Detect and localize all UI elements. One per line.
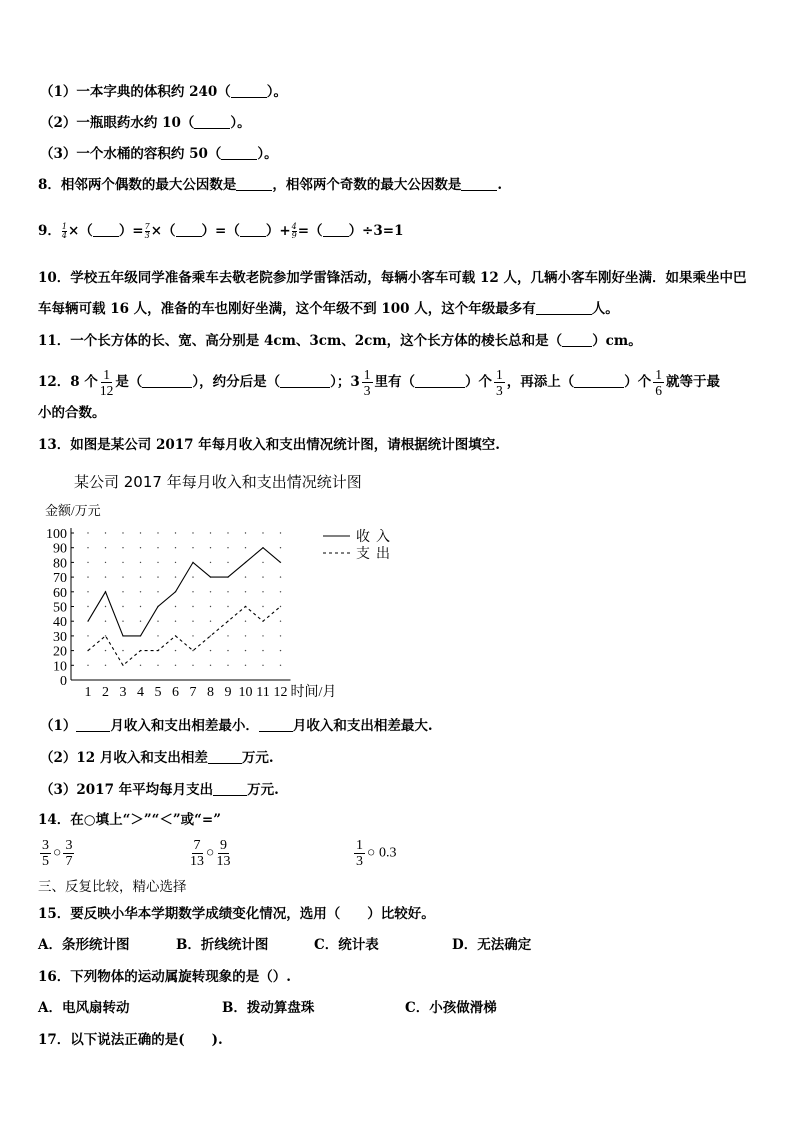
question-13-1: （1） 月收入和支出相差最小． 月收入和支出相差最大. <box>40 718 433 734</box>
fraction: $\frac{9}{13}$ <box>216 838 231 869</box>
item-2: （2）一瓶眼药水约 10（ ）。 <box>40 115 251 131</box>
grid-dot <box>227 591 228 592</box>
grid-dot <box>280 621 281 622</box>
y-tick-label: 20 <box>53 644 67 660</box>
question-9: 9． $\frac{1}{4}$ ×（ ）= $\frac{7}{3}$ ×（ ）=（ ）+ $\frac{4}{9}$ =（ ）÷3=1 <box>38 222 404 240</box>
x-tick-label: 4 <box>137 685 144 700</box>
grid-dot <box>140 621 141 622</box>
grid-dot <box>192 576 193 577</box>
grid-dot <box>192 606 193 607</box>
y-tick-label: 10 <box>53 659 67 675</box>
grid-dot <box>262 576 263 577</box>
grid-dot <box>87 576 88 577</box>
grid-dot <box>175 606 176 607</box>
x-tick-label: 2 <box>102 685 109 700</box>
grid-dot <box>122 606 123 607</box>
grid-dot <box>105 562 106 563</box>
question-17: 17．以下说法正确的是( ). <box>38 1032 223 1048</box>
grid-dot <box>245 665 246 666</box>
grid-dot <box>210 650 211 651</box>
item-1: （1）一本字典的体积约 240（ ）。 <box>40 84 288 100</box>
grid-dot <box>192 650 193 651</box>
grid-dot <box>157 621 158 622</box>
grid-dot <box>122 532 123 533</box>
grid-dot <box>210 606 211 607</box>
x-tick-label: 3 <box>119 685 127 700</box>
grid-dot <box>175 576 176 577</box>
fraction: $\frac{1}{4}$ <box>61 222 67 240</box>
grid-dot <box>140 606 141 607</box>
answer-blank[interactable] <box>536 301 592 315</box>
question-12-line-2: 小的合数。 <box>38 405 106 421</box>
fraction: $\frac{3}{5}$ <box>42 838 49 869</box>
answer-blank[interactable] <box>194 115 230 129</box>
grid-dot <box>245 591 246 592</box>
compare-a <box>38 838 76 869</box>
option-16-a[interactable]: A．电风扇转动 <box>38 1000 130 1016</box>
answer-blank[interactable] <box>240 223 266 237</box>
question-13-2: （2）12 月收入和支出相差 万元. <box>40 750 274 766</box>
grid-dot <box>192 621 193 622</box>
grid-dot <box>262 591 263 592</box>
grid-dot <box>280 635 281 636</box>
y-tick-label: 40 <box>53 615 67 631</box>
y-tick-label: 50 <box>53 600 67 616</box>
y-tick-label: 60 <box>53 585 67 601</box>
grid-dot <box>140 532 141 533</box>
answer-blank[interactable] <box>208 750 242 764</box>
x-tick-label: 12 <box>273 685 288 700</box>
option-15-a[interactable]: A．条形统计图 <box>38 937 130 953</box>
option-15-d[interactable]: D．无法确定 <box>452 937 532 953</box>
grid-dot <box>140 576 141 577</box>
grid-dot <box>227 606 228 607</box>
chart-title: 某公司 2017 年每月收入和支出情况统计图 <box>74 473 362 491</box>
grid-dot <box>87 635 88 636</box>
option-15-c[interactable]: C．统计表 <box>314 937 379 953</box>
x-tick-label: 8 <box>207 685 214 700</box>
answer-blank[interactable] <box>574 374 624 388</box>
answer-blank[interactable] <box>562 333 592 347</box>
grid-dot <box>140 562 141 563</box>
grid-dot <box>122 576 123 577</box>
answer-blank[interactable] <box>259 718 293 732</box>
x-tick-label: 1 <box>84 685 92 700</box>
fraction: $\frac{1}{6}$ <box>655 367 663 398</box>
grid-dot <box>245 650 246 651</box>
compare-c <box>352 838 396 869</box>
grid-dot <box>157 591 158 592</box>
y-tick-label: 80 <box>53 556 67 572</box>
answer-blank[interactable] <box>142 374 192 388</box>
question-15: 15．要反映小华本学期数学成绩变化情况，选用（ ）比较好。 <box>38 906 435 922</box>
question-10-line-1: 10．学校五年级同学准备乘车去敬老院参加学雷锋活动，每辆小客车可载 12 人，几辆小客车刚好坐满．如果乘坐中巴 <box>38 270 747 286</box>
option-16-b[interactable]: B．拨动算盘珠 <box>222 1000 315 1016</box>
grid-dot <box>105 635 106 636</box>
grid-dot <box>122 650 123 651</box>
grid-dot <box>227 532 228 533</box>
grid-dot <box>175 562 176 563</box>
x-tick-label: 6 <box>172 685 179 700</box>
grid-dot <box>280 532 281 533</box>
legend-label: 支出 <box>356 547 396 562</box>
grid-dot <box>210 547 211 548</box>
series-line-income <box>88 548 281 636</box>
question-8: 8．相邻两个偶数的最大公因数是 ，相邻两个奇数的最大公因数是 . <box>38 177 503 193</box>
grid-dot <box>122 562 123 563</box>
y-tick-label: 30 <box>53 629 67 645</box>
grid-dot <box>140 591 141 592</box>
answer-blank[interactable] <box>213 782 247 796</box>
y-axis-label: 金额/万元 <box>45 503 101 518</box>
grid-dot <box>140 665 141 666</box>
question-13-3: （3）2017 年平均每月支出 万元. <box>40 782 279 798</box>
answer-blank[interactable] <box>323 223 349 237</box>
compare-circle[interactable]: ○ 0.3 <box>367 845 397 861</box>
grid-dot <box>280 650 281 651</box>
compare-circle[interactable]: ○ <box>206 845 215 861</box>
fraction: $\frac{3}{7}$ <box>65 838 73 869</box>
grid-dot <box>122 591 123 592</box>
option-15-b[interactable]: B．折线统计图 <box>176 937 269 953</box>
grid-dot <box>227 562 228 563</box>
grid-dot <box>175 650 176 651</box>
answer-blank[interactable] <box>280 374 330 388</box>
answer-blank[interactable] <box>76 718 110 732</box>
legend-label: 收入 <box>356 530 396 545</box>
grid-dot <box>175 665 176 666</box>
grid-dot <box>245 621 246 622</box>
grid-dot <box>122 547 123 548</box>
grid-dot <box>122 621 123 622</box>
x-tick-label: 9 <box>224 685 232 700</box>
grid-dot <box>192 591 193 592</box>
compare-b <box>188 838 232 869</box>
fraction: $\frac{1}{3}$ <box>356 838 363 869</box>
grid-dot <box>105 621 106 622</box>
grid-dot <box>210 591 211 592</box>
grid-dot <box>280 591 281 592</box>
grid-dot <box>227 665 228 666</box>
y-tick-label: 0 <box>60 674 67 689</box>
grid-dot <box>157 576 158 577</box>
grid-dot <box>245 635 246 636</box>
grid-dot <box>105 532 106 533</box>
fraction: $\frac{4}{9}$ <box>291 222 297 240</box>
grid-dot <box>157 562 158 563</box>
grid-dot <box>87 606 88 607</box>
grid-dot <box>157 547 158 548</box>
grid-dot <box>262 532 263 533</box>
answer-blank[interactable] <box>231 84 267 98</box>
series-line-expense <box>88 607 281 666</box>
grid-dot <box>262 562 263 563</box>
grid-dot <box>210 665 211 666</box>
y-tick-label: 90 <box>53 541 67 557</box>
grid-dot <box>262 650 263 651</box>
grid-dot <box>227 547 228 548</box>
x-axis-label: 时间/月 <box>290 685 337 700</box>
grid-dot <box>280 576 281 577</box>
answer-blank[interactable] <box>176 223 202 237</box>
grid-dot <box>210 635 211 636</box>
question-16: 16．下列物体的运动属旋转现象的是（）. <box>38 969 291 985</box>
y-tick-label: 70 <box>53 571 67 587</box>
answer-blank[interactable] <box>461 177 497 191</box>
grid-dot <box>245 547 246 548</box>
grid-dot <box>157 532 158 533</box>
grid-dot <box>280 547 281 548</box>
grid-dot <box>87 547 88 548</box>
compare-circle[interactable]: ○ <box>53 845 62 861</box>
grid-dot <box>210 532 211 533</box>
grid-dot <box>192 665 193 666</box>
x-tick-label: 10 <box>238 685 253 700</box>
grid-dot <box>87 532 88 533</box>
x-tick-label: 5 <box>154 685 162 700</box>
grid-dot <box>262 665 263 666</box>
grid-dot <box>280 606 281 607</box>
answer-blank[interactable] <box>93 223 119 237</box>
grid-dot <box>192 547 193 548</box>
grid-dot <box>157 635 158 636</box>
grid-dot <box>105 650 106 651</box>
grid-dot <box>227 650 228 651</box>
grid-dot <box>105 547 106 548</box>
grid-dot <box>105 665 106 666</box>
x-tick-label: 11 <box>256 685 270 700</box>
question-14: 14．在○填上“＞”“＜”或“=” <box>38 812 221 828</box>
question-12: 12．8 个 $\frac{1}{12}$ 是（ ），约分后是（ ）；3 $\frac{1}{3}$ 里有（ ）个 $\frac{1}{3}$ ，再添上（ ）个 $\frac{1}{6}$ 就等于最 <box>38 367 721 398</box>
fraction: $\frac{1}{3}$ <box>363 367 371 398</box>
grid-dot <box>87 591 88 592</box>
grid-dot <box>262 606 263 607</box>
answer-blank[interactable] <box>415 374 465 388</box>
item-3: （3）一个水桶的容积约 50（ ）。 <box>40 146 278 162</box>
question-10-line-2: 车每辆可载 16 人，准备的车也刚好坐满，这个年级不到 100 人，这个年级最多有 人。 <box>38 301 619 317</box>
answer-blank[interactable] <box>236 177 272 191</box>
section-3-heading: 三、反复比较，精心选择 <box>38 879 187 895</box>
grid-dot <box>192 532 193 533</box>
fraction: $\frac{7}{3}$ <box>144 222 150 240</box>
option-16-c[interactable]: C．小孩做滑梯 <box>405 1000 497 1016</box>
grid-dot <box>210 562 211 563</box>
grid-dot <box>105 576 106 577</box>
grid-dot <box>175 621 176 622</box>
grid-dot <box>157 665 158 666</box>
fraction: $\frac{1}{3}$ <box>496 367 503 398</box>
grid-dot <box>175 547 176 548</box>
question-13: 13．如图是某公司 2017 年每月收入和支出情况统计图，请根据统计图填空. <box>38 437 500 453</box>
fraction: $\frac{1}{12}$ <box>99 367 114 398</box>
grid-dot <box>140 547 141 548</box>
fraction: $\frac{7}{13}$ <box>190 838 204 869</box>
grid-dot <box>262 635 263 636</box>
grid-dot <box>245 576 246 577</box>
grid-dot <box>280 665 281 666</box>
line-chart <box>40 495 400 705</box>
grid-dot <box>245 532 246 533</box>
grid-dot <box>105 606 106 607</box>
question-11: 11．一个长方体的长、宽、高分别是 4cm、3cm、2cm，这个长方体的棱长总和是（ ）cm。 <box>38 333 642 349</box>
grid-dot <box>192 635 193 636</box>
y-tick-label: 100 <box>46 527 67 542</box>
grid-dot <box>175 532 176 533</box>
answer-blank[interactable] <box>221 146 257 160</box>
grid-dot <box>87 665 88 666</box>
grid-dot <box>87 562 88 563</box>
grid-dot <box>210 621 211 622</box>
x-tick-label: 7 <box>189 685 197 700</box>
grid-dot <box>227 635 228 636</box>
